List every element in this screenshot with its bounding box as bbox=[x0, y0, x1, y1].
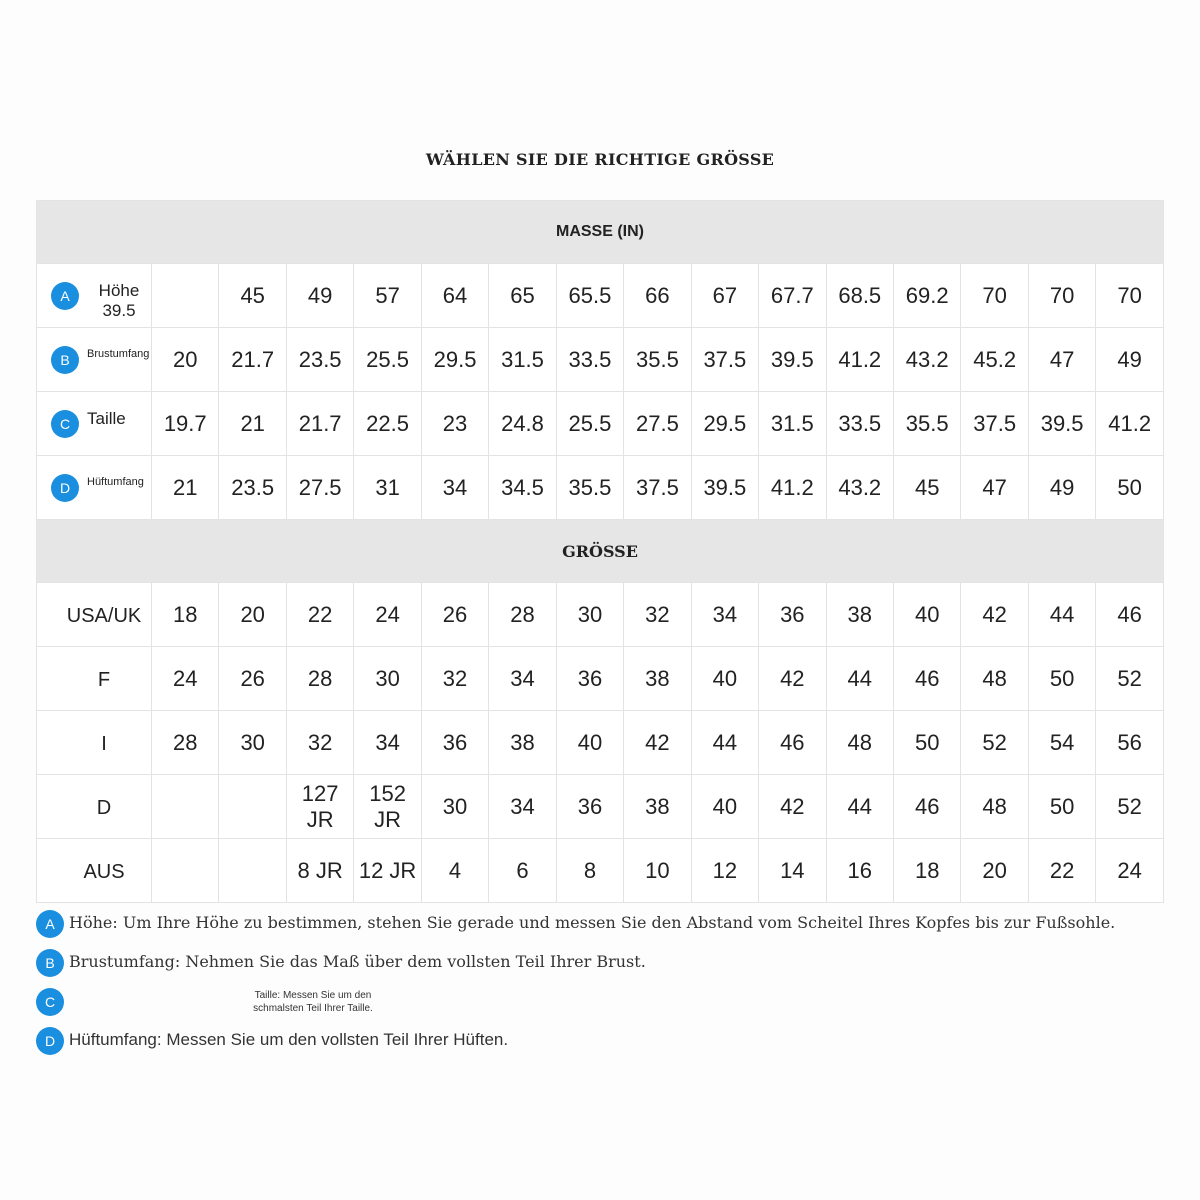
size-value: 30 bbox=[375, 665, 400, 691]
size-value: 26 bbox=[240, 665, 265, 691]
size-value: 38 bbox=[645, 793, 670, 819]
size-value: 52 bbox=[1117, 793, 1142, 819]
size-value: 24 bbox=[1117, 857, 1142, 883]
measurement-value-cell: 35.5 bbox=[624, 328, 691, 392]
size-value: 30 bbox=[442, 793, 468, 819]
measurement-value-cell: 37.5 bbox=[691, 328, 758, 392]
size-value-cell bbox=[556, 583, 623, 647]
size-value: 42 bbox=[780, 665, 805, 691]
size-value: 6 bbox=[516, 857, 529, 883]
measurement-value-cell: 23 bbox=[421, 392, 488, 456]
measurement-value-cell: 67 bbox=[691, 264, 758, 328]
measurement-value-cell: 43.2 bbox=[826, 456, 893, 520]
size-row-header bbox=[37, 839, 152, 903]
size-value-cell bbox=[1096, 647, 1164, 711]
size-value-cell bbox=[961, 711, 1028, 775]
measurement-value-cell: 29.5 bbox=[421, 328, 488, 392]
size-value-cell bbox=[1028, 775, 1095, 839]
size-chart-table bbox=[36, 200, 1164, 903]
size-value-cell bbox=[152, 839, 219, 903]
measurements-section-header: MASSE (IN) bbox=[37, 201, 1164, 264]
measurement-row-header bbox=[37, 392, 152, 456]
size-system-label: F bbox=[97, 668, 111, 691]
size-value-cell bbox=[1096, 839, 1164, 903]
measurement-value-cell: 49 bbox=[1028, 456, 1095, 520]
size-value: 14 bbox=[780, 857, 805, 883]
measurement-value-cell: 22.5 bbox=[354, 392, 421, 456]
measurement-value-cell: 45.2 bbox=[961, 328, 1028, 392]
size-value-cell bbox=[826, 647, 893, 711]
size-value: 42 bbox=[982, 601, 1007, 627]
size-system-label: D bbox=[96, 796, 112, 819]
size-value: 52 bbox=[1117, 665, 1142, 691]
size-value-cell bbox=[624, 839, 691, 903]
size-value-cell bbox=[691, 711, 758, 775]
size-value-cell bbox=[489, 647, 556, 711]
measurement-value-cell: 69.2 bbox=[893, 264, 960, 328]
size-row-header bbox=[37, 711, 152, 775]
size-value-cell bbox=[1028, 839, 1095, 903]
size-value: 30 bbox=[240, 729, 265, 755]
note-badge: A bbox=[36, 910, 64, 938]
measurement-badge: B bbox=[51, 346, 79, 374]
measurement-value-cell bbox=[152, 264, 219, 328]
note-badge: D bbox=[36, 1027, 64, 1055]
size-value: 18 bbox=[914, 857, 940, 883]
note-text: Taille: Messen Sie um den schmalsten Teil Ihrer Taille. bbox=[253, 990, 373, 1014]
size-value-cell bbox=[421, 647, 488, 711]
measurement-value-cell: 64 bbox=[421, 264, 488, 328]
size-row bbox=[37, 711, 1164, 775]
size-value-cell bbox=[893, 647, 960, 711]
size-value-cell bbox=[691, 647, 758, 711]
note-item bbox=[36, 984, 1164, 1023]
measurement-value-cell: 65 bbox=[489, 264, 556, 328]
measurement-value-cell: 27.5 bbox=[286, 456, 353, 520]
measurement-value-cell: 21 bbox=[152, 456, 219, 520]
size-value-cell bbox=[152, 775, 219, 839]
size-value: 30 bbox=[577, 601, 603, 627]
measurement-label: Höhe 39.5 bbox=[98, 281, 140, 320]
size-system-label: USA/UK bbox=[66, 604, 142, 627]
size-value: 12 bbox=[712, 857, 738, 883]
measurement-value-cell: 45 bbox=[219, 264, 286, 328]
size-value-cell bbox=[489, 711, 556, 775]
size-value-cell bbox=[893, 839, 960, 903]
measurement-value-cell: 24.8 bbox=[489, 392, 556, 456]
size-value-cell bbox=[691, 839, 758, 903]
measurement-value-cell: 23.5 bbox=[286, 328, 353, 392]
size-value-cell bbox=[421, 583, 488, 647]
size-value-cell bbox=[219, 583, 286, 647]
size-value-cell bbox=[759, 647, 826, 711]
size-value-cell bbox=[893, 583, 960, 647]
measurement-label: Taille bbox=[87, 409, 126, 428]
size-value-cell bbox=[286, 711, 353, 775]
size-value: 24 bbox=[172, 665, 198, 691]
measurement-value-cell: 39.5 bbox=[759, 328, 826, 392]
size-value: 18 bbox=[172, 601, 198, 627]
size-value-cell bbox=[421, 839, 488, 903]
measurement-value-cell: 37.5 bbox=[624, 456, 691, 520]
measurement-value-cell: 70 bbox=[961, 264, 1028, 328]
size-value: 44 bbox=[1049, 601, 1075, 627]
measurement-row bbox=[37, 328, 1164, 392]
size-value-cell bbox=[759, 711, 826, 775]
measurement-value-cell: 31.5 bbox=[489, 328, 556, 392]
size-value: 20 bbox=[240, 601, 265, 627]
size-value-cell bbox=[691, 775, 758, 839]
size-value: 46 bbox=[914, 793, 940, 819]
size-value: 8 bbox=[583, 857, 597, 883]
size-value-cell bbox=[893, 775, 960, 839]
measurement-value-cell: 49 bbox=[286, 264, 353, 328]
size-value: 40 bbox=[712, 793, 738, 819]
size-value-cell bbox=[624, 647, 691, 711]
size-value: 28 bbox=[307, 665, 333, 691]
measurement-value-cell: 45 bbox=[893, 456, 960, 520]
measurement-value-cell: 41.2 bbox=[1096, 392, 1164, 456]
size-value-cell bbox=[1028, 647, 1095, 711]
measurement-value-cell: 20 bbox=[152, 328, 219, 392]
measurement-value-cell: 33.5 bbox=[826, 392, 893, 456]
size-value-cell bbox=[556, 647, 623, 711]
size-value: 50 bbox=[1049, 665, 1075, 691]
measurement-value-cell: 70 bbox=[1028, 264, 1095, 328]
measurement-value-cell: 27.5 bbox=[624, 392, 691, 456]
size-value: 32 bbox=[645, 601, 670, 627]
size-value-cell bbox=[1096, 775, 1164, 839]
measurement-value-cell: 43.2 bbox=[893, 328, 960, 392]
measurement-row bbox=[37, 456, 1164, 520]
size-value-cell bbox=[1096, 711, 1164, 775]
size-value-cell bbox=[759, 775, 826, 839]
size-value: 28 bbox=[172, 729, 198, 755]
measurement-row-header bbox=[37, 264, 152, 328]
size-value-cell bbox=[691, 583, 758, 647]
size-value-cell bbox=[826, 775, 893, 839]
size-value-cell bbox=[759, 583, 826, 647]
size-value-cell bbox=[556, 775, 623, 839]
measurement-label: Hüftumfang bbox=[87, 476, 144, 488]
size-value-cell bbox=[624, 711, 691, 775]
size-value: 16 bbox=[847, 857, 872, 883]
size-value: 24 bbox=[375, 601, 400, 627]
size-value-cell bbox=[286, 839, 353, 903]
note-badge: B bbox=[36, 949, 64, 977]
size-value: 34 bbox=[510, 793, 535, 819]
measurement-value-cell: 21.7 bbox=[286, 392, 353, 456]
size-value: 54 bbox=[1049, 729, 1075, 755]
size-value-cell bbox=[624, 775, 691, 839]
note-badge: C bbox=[36, 988, 64, 1016]
size-value: 46 bbox=[914, 665, 940, 691]
size-value: 56 bbox=[1117, 729, 1142, 755]
measurement-value-cell: 41.2 bbox=[759, 456, 826, 520]
note-item bbox=[36, 945, 1164, 984]
measurement-value-cell: 65.5 bbox=[556, 264, 623, 328]
size-value-cell bbox=[421, 711, 488, 775]
section-header-row bbox=[37, 520, 1164, 583]
measurement-notes bbox=[36, 906, 1164, 1062]
size-value: 50 bbox=[914, 729, 940, 755]
measurement-value-cell: 39.5 bbox=[1028, 392, 1095, 456]
size-value: 36 bbox=[442, 729, 468, 755]
size-value-cell bbox=[961, 775, 1028, 839]
size-value-cell bbox=[961, 839, 1028, 903]
size-value-cell bbox=[556, 839, 623, 903]
size-value-cell bbox=[354, 839, 421, 903]
size-row bbox=[37, 839, 1164, 903]
size-value-cell bbox=[489, 775, 556, 839]
size-value-cell bbox=[219, 647, 286, 711]
measurement-value-cell: 31 bbox=[354, 456, 421, 520]
size-value: 36 bbox=[577, 793, 603, 819]
measurement-value-cell: 21 bbox=[219, 392, 286, 456]
size-row bbox=[37, 647, 1164, 711]
size-row-header bbox=[37, 583, 152, 647]
sizes-section-header: GRÖSSE bbox=[37, 520, 1164, 583]
size-row bbox=[37, 583, 1164, 647]
page-title: WÄHLEN SIE DIE RICHTIGE GRÖSSE bbox=[425, 150, 775, 169]
size-value: 46 bbox=[1117, 601, 1142, 627]
size-value-cell bbox=[826, 839, 893, 903]
size-value-cell bbox=[1096, 583, 1164, 647]
size-system-label: I bbox=[101, 732, 107, 755]
size-row-header bbox=[37, 647, 152, 711]
size-value: 40 bbox=[712, 665, 738, 691]
size-value: 10 bbox=[645, 857, 670, 883]
note-text: Höhe: Um Ihre Höhe zu bestimmen, stehen Sie gerade und messen Sie den Abstand vom Scheitel Ihres Kopfes bis zur Fußsohle. bbox=[69, 913, 1116, 932]
size-value-cell bbox=[152, 647, 219, 711]
measurement-value-cell: 34 bbox=[421, 456, 488, 520]
size-value-cell bbox=[286, 647, 353, 711]
measurement-value-cell: 39.5 bbox=[691, 456, 758, 520]
measurement-value-cell: 19.7 bbox=[152, 392, 219, 456]
size-value: 28 bbox=[510, 601, 535, 627]
size-value: 52 bbox=[982, 729, 1007, 755]
size-value: 26 bbox=[442, 601, 468, 627]
measurement-value-cell: 23.5 bbox=[219, 456, 286, 520]
size-value: 40 bbox=[914, 601, 940, 627]
measurement-value-cell: 34.5 bbox=[489, 456, 556, 520]
measurement-row bbox=[37, 392, 1164, 456]
size-value: 40 bbox=[577, 729, 603, 755]
note-item bbox=[36, 1023, 1164, 1062]
measurement-value-cell: 33.5 bbox=[556, 328, 623, 392]
measurement-badge: D bbox=[51, 474, 79, 502]
measurement-value-cell: 47 bbox=[1028, 328, 1095, 392]
size-value-cell bbox=[1028, 711, 1095, 775]
size-value: 152 JR bbox=[369, 780, 406, 832]
size-value-cell bbox=[961, 647, 1028, 711]
size-value-cell bbox=[152, 583, 219, 647]
measurement-row-header bbox=[37, 328, 152, 392]
size-value: 48 bbox=[982, 665, 1007, 691]
measurement-value-cell: 41.2 bbox=[826, 328, 893, 392]
size-system-label: AUS bbox=[83, 860, 125, 883]
size-value-cell bbox=[826, 711, 893, 775]
size-value-cell bbox=[421, 775, 488, 839]
measurement-row-header bbox=[37, 456, 152, 520]
measurement-value-cell: 66 bbox=[624, 264, 691, 328]
measurement-value-cell: 25.5 bbox=[354, 328, 421, 392]
measurement-value-cell: 49 bbox=[1096, 328, 1164, 392]
size-value: 38 bbox=[645, 665, 670, 691]
size-value: 36 bbox=[780, 601, 805, 627]
size-value: 50 bbox=[1049, 793, 1075, 819]
measurement-badge: C bbox=[51, 410, 79, 438]
size-value: 127 JR bbox=[301, 780, 339, 832]
size-value: 36 bbox=[577, 665, 603, 691]
note-item bbox=[36, 906, 1164, 945]
note-text: Brustumfang: Nehmen Sie das Maß über dem vollsten Teil Ihrer Brust. bbox=[69, 952, 646, 971]
measurement-value-cell: 35.5 bbox=[556, 456, 623, 520]
size-value: 8 JR bbox=[297, 857, 343, 883]
size-value: 38 bbox=[847, 601, 872, 627]
measurement-value-cell: 37.5 bbox=[961, 392, 1028, 456]
measurement-value-cell: 57 bbox=[354, 264, 421, 328]
note-text: Hüftumfang: Messen Sie um den vollsten Teil Ihrer Hüften. bbox=[69, 1030, 509, 1049]
size-value: 48 bbox=[982, 793, 1007, 819]
measurement-value-cell: 35.5 bbox=[893, 392, 960, 456]
measurement-value-cell: 25.5 bbox=[556, 392, 623, 456]
measurement-value-cell: 67.7 bbox=[759, 264, 826, 328]
size-value-cell bbox=[961, 583, 1028, 647]
measurement-row bbox=[37, 264, 1164, 328]
size-value: 44 bbox=[847, 665, 872, 691]
measurement-badge: A bbox=[51, 282, 79, 310]
measurement-label: Brustumfang bbox=[87, 348, 150, 360]
size-value-cell bbox=[489, 839, 556, 903]
size-value-cell bbox=[893, 711, 960, 775]
size-value: 32 bbox=[442, 665, 468, 691]
size-value: 34 bbox=[510, 665, 535, 691]
size-value: 48 bbox=[847, 729, 872, 755]
size-value: 34 bbox=[712, 601, 738, 627]
measurement-value-cell: 47 bbox=[961, 456, 1028, 520]
size-value-cell bbox=[152, 711, 219, 775]
measurement-value-cell: 50 bbox=[1096, 456, 1164, 520]
size-value-cell bbox=[286, 583, 353, 647]
size-value-cell bbox=[624, 583, 691, 647]
size-value-cell bbox=[759, 839, 826, 903]
size-value: 42 bbox=[780, 793, 805, 819]
size-value-cell bbox=[219, 711, 286, 775]
measurement-value-cell: 31.5 bbox=[759, 392, 826, 456]
size-value-cell bbox=[354, 647, 421, 711]
section-header-row bbox=[37, 201, 1164, 264]
size-value: 12 JR bbox=[358, 857, 417, 883]
measurement-value-cell: 68.5 bbox=[826, 264, 893, 328]
size-value: 44 bbox=[847, 793, 872, 819]
size-value: 32 bbox=[307, 729, 333, 755]
measurement-value-cell: 70 bbox=[1096, 264, 1164, 328]
size-value: 22 bbox=[307, 601, 333, 627]
size-row-header bbox=[37, 775, 152, 839]
size-value-cell bbox=[354, 775, 421, 839]
size-value: 34 bbox=[375, 729, 400, 755]
measurement-value-cell: 21.7 bbox=[219, 328, 286, 392]
size-value-cell bbox=[354, 583, 421, 647]
size-value: 22 bbox=[1049, 857, 1075, 883]
size-value-cell bbox=[286, 775, 353, 839]
size-value-cell bbox=[556, 711, 623, 775]
measurement-value-cell: 29.5 bbox=[691, 392, 758, 456]
size-value: 44 bbox=[712, 729, 738, 755]
size-value-cell bbox=[1028, 583, 1095, 647]
size-row bbox=[37, 775, 1164, 839]
size-value: 42 bbox=[645, 729, 670, 755]
size-value-cell bbox=[489, 583, 556, 647]
size-value-cell bbox=[219, 839, 286, 903]
size-value-cell bbox=[219, 775, 286, 839]
size-value-cell bbox=[354, 711, 421, 775]
size-value: 20 bbox=[982, 857, 1007, 883]
size-value: 4 bbox=[448, 857, 462, 883]
size-value: 46 bbox=[780, 729, 805, 755]
size-value: 38 bbox=[510, 729, 535, 755]
size-value-cell bbox=[826, 583, 893, 647]
